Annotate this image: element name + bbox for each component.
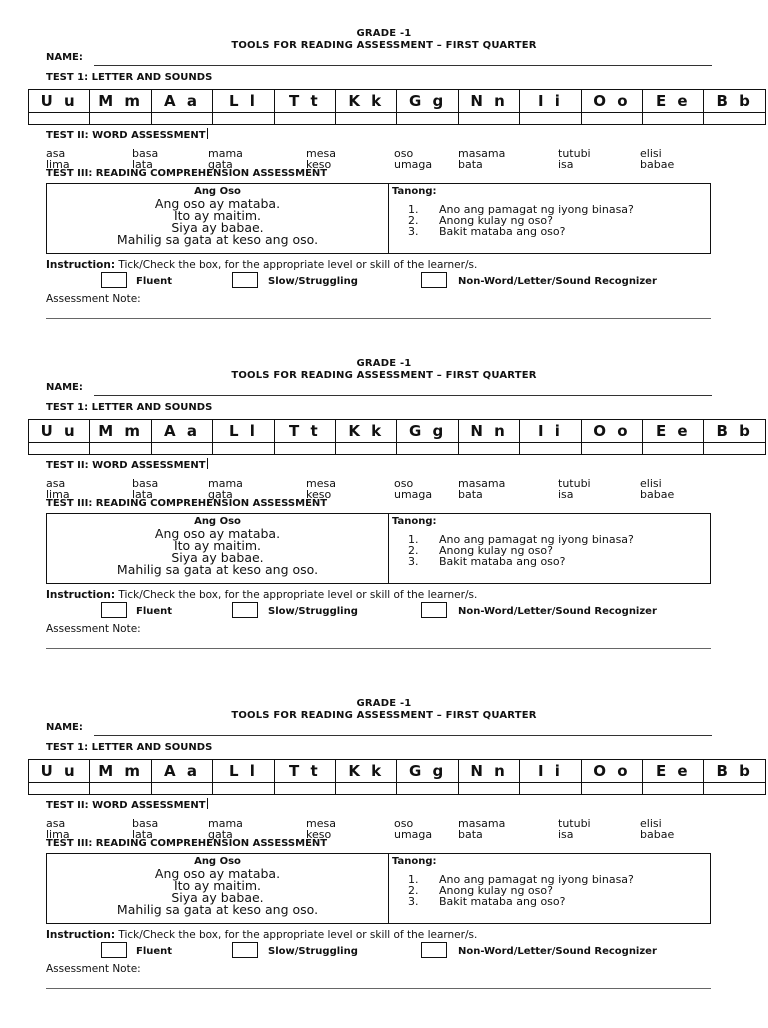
story-title: Ang Oso bbox=[194, 856, 241, 867]
fluent-label: Fluent bbox=[136, 606, 173, 617]
question-number: 3. bbox=[408, 895, 419, 908]
answer-cell[interactable] bbox=[151, 443, 212, 455]
letter-cell: G g bbox=[397, 760, 458, 783]
name-label: NAME: bbox=[46, 722, 83, 733]
word: keso bbox=[306, 488, 332, 501]
story-line: Ito ay maitim. bbox=[173, 538, 262, 553]
letter-cell: L l bbox=[213, 760, 274, 783]
answer-cell[interactable] bbox=[213, 443, 274, 455]
non-word-recognizer-label: Non-Word/Letter/Sound Recognizer bbox=[458, 946, 657, 957]
word: bata bbox=[458, 158, 483, 171]
slow-struggling-label: Slow/Struggling bbox=[268, 946, 358, 957]
answer-cell[interactable] bbox=[458, 113, 519, 125]
answer-cell[interactable] bbox=[520, 113, 581, 125]
letter-cell: T t bbox=[274, 760, 335, 783]
test1-heading: TEST 1: LETTER AND SOUNDS bbox=[46, 742, 213, 753]
comprehension-box bbox=[46, 853, 711, 924]
text-cursor bbox=[207, 128, 208, 139]
non-word-recognizer-checkbox[interactable] bbox=[421, 272, 447, 288]
test3-heading: TEST III: READING COMPREHENSION ASSESSMENT bbox=[46, 838, 328, 849]
word: babae bbox=[640, 488, 675, 501]
assessment-note-label: Assessment Note: bbox=[46, 623, 141, 635]
assessment-form bbox=[0, 358, 768, 688]
letters-table bbox=[28, 419, 766, 455]
instruction bbox=[46, 929, 477, 941]
word: gata bbox=[208, 828, 233, 841]
letter-cell: U u bbox=[29, 760, 90, 783]
answer-cell[interactable] bbox=[336, 443, 397, 455]
fluent-checkbox[interactable] bbox=[101, 272, 127, 288]
story-line: Siya ay babae. bbox=[171, 890, 264, 905]
word: umaga bbox=[394, 488, 433, 501]
story-line: Ang oso ay mataba. bbox=[154, 866, 281, 881]
word: tutubi bbox=[558, 477, 591, 490]
test2-heading-wrap bbox=[46, 458, 208, 471]
letter-cell: E e bbox=[643, 90, 704, 113]
word: gata bbox=[208, 488, 233, 501]
assessment-form bbox=[0, 698, 768, 1028]
question-number: 3. bbox=[408, 225, 419, 238]
word: mama bbox=[208, 147, 243, 160]
non-word-recognizer-checkbox[interactable] bbox=[421, 942, 447, 958]
word: basa bbox=[132, 817, 159, 830]
word: masama bbox=[458, 147, 506, 160]
assessment-note-line[interactable] bbox=[46, 988, 711, 989]
assessment-form bbox=[0, 28, 768, 358]
question-number: 3. bbox=[408, 555, 419, 568]
word: mesa bbox=[306, 477, 336, 490]
answer-cell[interactable] bbox=[29, 113, 90, 125]
assessment-note-line[interactable] bbox=[46, 648, 711, 649]
answer-cell[interactable] bbox=[213, 113, 274, 125]
letter-cell: I i bbox=[520, 760, 581, 783]
question-number: 2. bbox=[408, 544, 419, 557]
question-number: 1. bbox=[408, 873, 419, 886]
letter-cell: I i bbox=[520, 90, 581, 113]
assessment-note-label: Assessment Note: bbox=[46, 963, 141, 975]
test1-heading: TEST 1: LETTER AND SOUNDS bbox=[46, 402, 213, 413]
letter-cell: U u bbox=[29, 90, 90, 113]
word: lata bbox=[132, 828, 153, 841]
answer-cell[interactable] bbox=[213, 783, 274, 795]
word: lata bbox=[132, 158, 153, 171]
word: isa bbox=[558, 828, 574, 841]
question-text: Anong kulay ng oso? bbox=[439, 214, 553, 227]
assessment-note-label: Assessment Note: bbox=[46, 293, 141, 305]
answer-cell[interactable] bbox=[336, 113, 397, 125]
word: asa bbox=[46, 817, 66, 830]
word: lima bbox=[46, 828, 70, 841]
name-label: NAME: bbox=[46, 382, 83, 393]
word: elisi bbox=[640, 147, 662, 160]
story-title: Ang Oso bbox=[194, 186, 241, 197]
letter-cell: O o bbox=[581, 760, 642, 783]
answer-cell[interactable] bbox=[643, 113, 704, 125]
answer-cell[interactable] bbox=[704, 443, 766, 455]
answer-cell[interactable] bbox=[520, 443, 581, 455]
letter-cell: A a bbox=[151, 90, 212, 113]
story-panel bbox=[47, 184, 389, 253]
comprehension-box bbox=[46, 183, 711, 254]
word: tutubi bbox=[558, 147, 591, 160]
story-line: Mahilig sa gata at keso ang oso. bbox=[116, 232, 319, 247]
question-item bbox=[392, 896, 708, 907]
word: gata bbox=[208, 158, 233, 171]
word: oso bbox=[394, 147, 414, 160]
story-line: Mahilig sa gata at keso ang oso. bbox=[116, 902, 319, 917]
letter-cell: G g bbox=[397, 90, 458, 113]
letter-cell: O o bbox=[581, 420, 642, 443]
word: mama bbox=[208, 477, 243, 490]
name-field-line[interactable] bbox=[94, 65, 712, 66]
instruction-label: Instruction: bbox=[46, 929, 116, 941]
slow-struggling-checkbox[interactable] bbox=[232, 602, 258, 618]
answer-cell[interactable] bbox=[336, 783, 397, 795]
word: lima bbox=[46, 158, 70, 171]
letter-cell: N n bbox=[458, 420, 519, 443]
answer-cell[interactable] bbox=[151, 113, 212, 125]
slow-struggling-checkbox[interactable] bbox=[232, 272, 258, 288]
answer-cell[interactable] bbox=[29, 443, 90, 455]
question-text: Anong kulay ng oso? bbox=[439, 884, 553, 897]
letter-cell: M m bbox=[90, 760, 151, 783]
name-label: NAME: bbox=[46, 52, 83, 63]
letter-cell: N n bbox=[458, 90, 519, 113]
instruction-text: Tick/Check the box, for the appropriate level or skill of the learner/s. bbox=[115, 929, 478, 941]
questions-panel bbox=[392, 184, 708, 253]
grade-heading: GRADE -1 bbox=[356, 28, 412, 39]
story-line: Mahilig sa gata at keso ang oso. bbox=[116, 562, 319, 577]
story-panel bbox=[47, 514, 389, 583]
word: mama bbox=[208, 817, 243, 830]
story-line: Siya ay babae. bbox=[171, 220, 264, 235]
assessment-note-line[interactable] bbox=[46, 318, 711, 319]
answer-cell[interactable] bbox=[458, 783, 519, 795]
instruction-label: Instruction: bbox=[46, 589, 116, 601]
answer-cell[interactable] bbox=[274, 783, 335, 795]
letter-cell: A a bbox=[151, 760, 212, 783]
answer-cell[interactable] bbox=[643, 443, 704, 455]
comprehension-box bbox=[46, 513, 711, 584]
word: bata bbox=[458, 828, 483, 841]
questions-panel bbox=[392, 514, 708, 583]
word: asa bbox=[46, 477, 66, 490]
word: umaga bbox=[394, 158, 433, 171]
question-text: Ano ang pamagat ng iyong binasa? bbox=[439, 533, 634, 546]
word: elisi bbox=[640, 477, 662, 490]
answer-cell[interactable] bbox=[90, 443, 151, 455]
answer-cell[interactable] bbox=[397, 783, 458, 795]
instruction-text: Tick/Check the box, for the appropriate level or skill of the learner/s. bbox=[115, 589, 478, 601]
non-word-recognizer-label: Non-Word/Letter/Sound Recognizer bbox=[458, 606, 657, 617]
letter-cell: T t bbox=[274, 420, 335, 443]
questions-title: Tanong: bbox=[392, 516, 437, 527]
text-cursor bbox=[207, 798, 208, 809]
answer-cell[interactable] bbox=[458, 443, 519, 455]
letter-cell: B b bbox=[704, 420, 766, 443]
question-text: Bakit mataba ang oso? bbox=[439, 895, 566, 908]
slow-struggling-checkbox[interactable] bbox=[232, 942, 258, 958]
word: basa bbox=[132, 147, 159, 160]
answer-cell[interactable] bbox=[581, 113, 642, 125]
test1-heading: TEST 1: LETTER AND SOUNDS bbox=[46, 72, 213, 83]
letter-cell: L l bbox=[213, 420, 274, 443]
word: babae bbox=[640, 158, 675, 171]
letter-cell: U u bbox=[29, 420, 90, 443]
word: asa bbox=[46, 147, 66, 160]
letter-cell: E e bbox=[643, 420, 704, 443]
questions-panel bbox=[392, 854, 708, 923]
letter-cell: T t bbox=[274, 90, 335, 113]
grade-heading: GRADE -1 bbox=[356, 358, 412, 369]
word: oso bbox=[394, 477, 414, 490]
letter-cell: B b bbox=[704, 760, 766, 783]
answer-cell[interactable] bbox=[151, 783, 212, 795]
word: elisi bbox=[640, 817, 662, 830]
question-text: Bakit mataba ang oso? bbox=[439, 225, 566, 238]
fluent-checkbox[interactable] bbox=[101, 602, 127, 618]
word: masama bbox=[458, 477, 506, 490]
answer-cell[interactable] bbox=[90, 113, 151, 125]
answer-cell[interactable] bbox=[274, 443, 335, 455]
text-cursor bbox=[207, 458, 208, 469]
letter-cell: E e bbox=[643, 760, 704, 783]
word: keso bbox=[306, 158, 332, 171]
question-number: 2. bbox=[408, 214, 419, 227]
answer-cell[interactable] bbox=[90, 783, 151, 795]
story-line: Ang oso ay mataba. bbox=[154, 526, 281, 541]
instruction bbox=[46, 259, 477, 271]
slow-struggling-label: Slow/Struggling bbox=[268, 606, 358, 617]
question-number: 1. bbox=[408, 203, 419, 216]
question-list bbox=[392, 204, 708, 237]
test2-heading-wrap bbox=[46, 128, 208, 141]
letter-cell: K k bbox=[336, 90, 397, 113]
story-line: Ang oso ay mataba. bbox=[154, 196, 281, 211]
word: mesa bbox=[306, 147, 336, 160]
answer-cell[interactable] bbox=[397, 443, 458, 455]
questions-title: Tanong: bbox=[392, 186, 437, 197]
letter-cell: I i bbox=[520, 420, 581, 443]
fluent-label: Fluent bbox=[136, 946, 173, 957]
answer-cell[interactable] bbox=[704, 783, 766, 795]
question-list bbox=[392, 874, 708, 907]
story-panel bbox=[47, 854, 389, 923]
letter-cell: A a bbox=[151, 420, 212, 443]
answer-cell[interactable] bbox=[643, 783, 704, 795]
question-text: Anong kulay ng oso? bbox=[439, 544, 553, 557]
answer-cell[interactable] bbox=[581, 783, 642, 795]
question-item bbox=[392, 556, 708, 567]
letter-cell: O o bbox=[581, 90, 642, 113]
letter-cell: K k bbox=[336, 420, 397, 443]
test2-heading: TEST II: WORD ASSESSMENT bbox=[46, 800, 206, 811]
name-field-line[interactable] bbox=[94, 735, 712, 736]
word: keso bbox=[306, 828, 332, 841]
word: lima bbox=[46, 488, 70, 501]
answer-cell[interactable] bbox=[274, 113, 335, 125]
instruction-text: Tick/Check the box, for the appropriate level or skill of the learner/s. bbox=[115, 259, 478, 271]
answer-cell[interactable] bbox=[704, 113, 766, 125]
test3-heading: TEST III: READING COMPREHENSION ASSESSMENT bbox=[46, 498, 328, 509]
word: masama bbox=[458, 817, 506, 830]
letter-cell: L l bbox=[213, 90, 274, 113]
answer-cell[interactable] bbox=[397, 113, 458, 125]
answer-cell[interactable] bbox=[581, 443, 642, 455]
word: isa bbox=[558, 488, 574, 501]
story-line: Ito ay maitim. bbox=[173, 208, 262, 223]
letter-cell: G g bbox=[397, 420, 458, 443]
test3-heading: TEST III: READING COMPREHENSION ASSESSMENT bbox=[46, 168, 328, 179]
grade-heading: GRADE -1 bbox=[356, 698, 412, 709]
letter-cell: M m bbox=[90, 90, 151, 113]
letter-cell: N n bbox=[458, 760, 519, 783]
form-title: TOOLS FOR READING ASSESSMENT – FIRST QUARTER bbox=[231, 710, 537, 721]
form-title: TOOLS FOR READING ASSESSMENT – FIRST QUARTER bbox=[231, 370, 537, 381]
fluent-checkbox[interactable] bbox=[101, 942, 127, 958]
non-word-recognizer-checkbox[interactable] bbox=[421, 602, 447, 618]
word: tutubi bbox=[558, 817, 591, 830]
non-word-recognizer-label: Non-Word/Letter/Sound Recognizer bbox=[458, 276, 657, 287]
letters-table bbox=[28, 759, 766, 795]
instruction-label: Instruction: bbox=[46, 259, 116, 271]
answer-cell[interactable] bbox=[520, 783, 581, 795]
name-field-line[interactable] bbox=[94, 395, 712, 396]
letter-cell: B b bbox=[704, 90, 766, 113]
letter-cell: K k bbox=[336, 760, 397, 783]
word: mesa bbox=[306, 817, 336, 830]
test2-heading-wrap bbox=[46, 798, 208, 811]
question-list bbox=[392, 534, 708, 567]
test2-heading: TEST II: WORD ASSESSMENT bbox=[46, 130, 206, 141]
test2-heading: TEST II: WORD ASSESSMENT bbox=[46, 460, 206, 471]
story-line: Ito ay maitim. bbox=[173, 878, 262, 893]
question-text: Ano ang pamagat ng iyong binasa? bbox=[439, 873, 634, 886]
story-title: Ang Oso bbox=[194, 516, 241, 527]
word: oso bbox=[394, 817, 414, 830]
word: bata bbox=[458, 488, 483, 501]
word: umaga bbox=[394, 828, 433, 841]
question-number: 1. bbox=[408, 533, 419, 546]
word: isa bbox=[558, 158, 574, 171]
letters-table bbox=[28, 89, 766, 125]
question-text: Bakit mataba ang oso? bbox=[439, 555, 566, 568]
answer-cell[interactable] bbox=[29, 783, 90, 795]
slow-struggling-label: Slow/Struggling bbox=[268, 276, 358, 287]
story-line: Siya ay babae. bbox=[171, 550, 264, 565]
letter-cell: M m bbox=[90, 420, 151, 443]
word: basa bbox=[132, 477, 159, 490]
question-text: Ano ang pamagat ng iyong binasa? bbox=[439, 203, 634, 216]
question-number: 2. bbox=[408, 884, 419, 897]
questions-title: Tanong: bbox=[392, 856, 437, 867]
question-item bbox=[392, 226, 708, 237]
fluent-label: Fluent bbox=[136, 276, 173, 287]
instruction bbox=[46, 589, 477, 601]
form-title: TOOLS FOR READING ASSESSMENT – FIRST QUARTER bbox=[231, 40, 537, 51]
word: babae bbox=[640, 828, 675, 841]
word: lata bbox=[132, 488, 153, 501]
